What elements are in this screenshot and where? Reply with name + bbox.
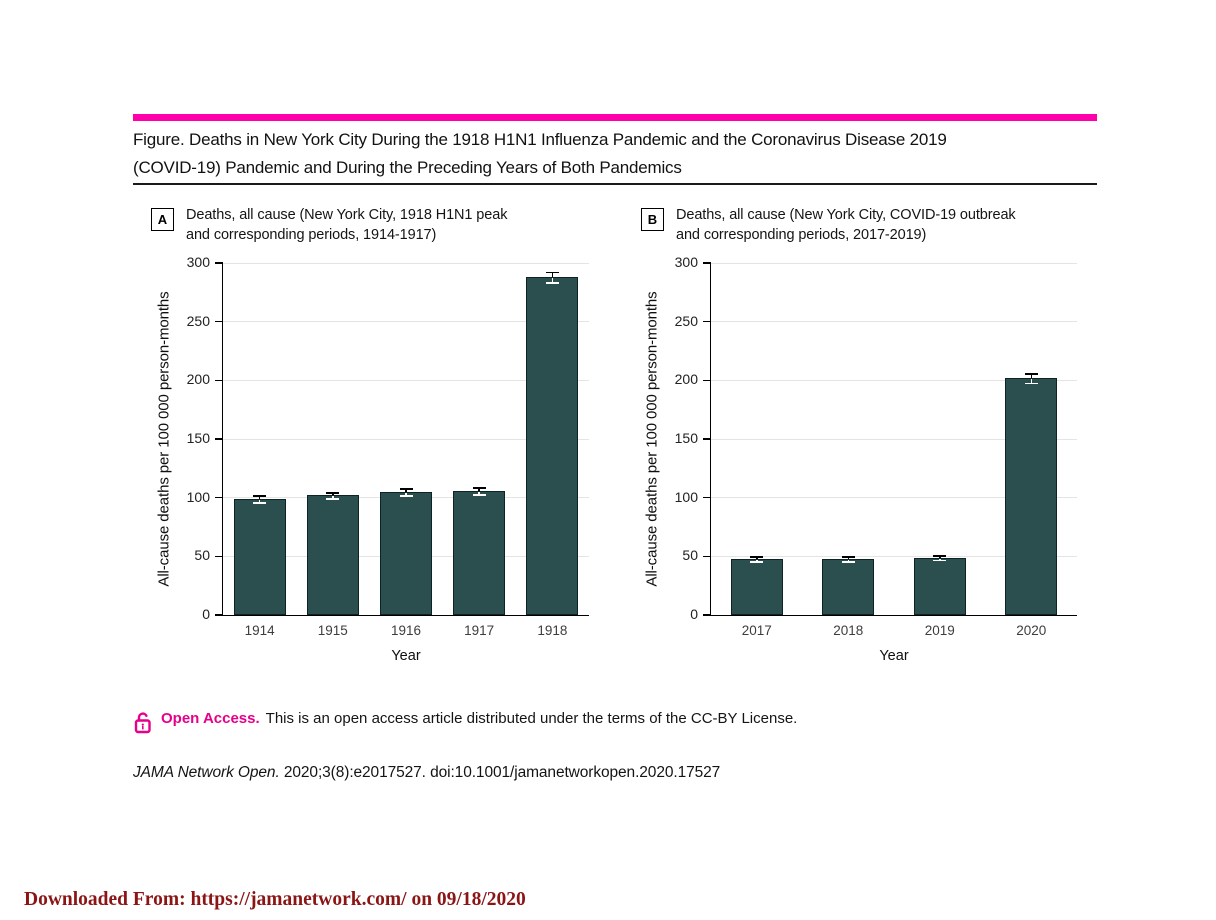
x-tick-label: 1916 — [390, 623, 422, 638]
y-axis-tick — [703, 380, 711, 382]
license-text — [161, 710, 797, 727]
y-tick-label: 100 — [186, 488, 210, 505]
panel-b-title — [676, 206, 1016, 245]
y-axis-tick — [703, 321, 711, 323]
error-bar-upper-cap — [546, 272, 559, 274]
gridline — [711, 321, 1077, 322]
panel-a-header — [151, 206, 611, 245]
panel-b-title-line2: and corresponding periods, 2017-2019) — [676, 226, 927, 243]
panel-b-header — [641, 206, 1101, 245]
error-bar-lower-cap — [546, 282, 559, 284]
y-tick-label: 200 — [186, 371, 210, 388]
panel-a-letter-badge: A — [151, 208, 174, 231]
download-watermark: Downloaded From: https://jamanetwork.com/ on 09/18/2020 — [24, 889, 526, 910]
error-bar-lower-cap — [750, 561, 763, 563]
error-bar-lower-cap — [253, 502, 266, 504]
y-tick-label: 150 — [186, 430, 210, 446]
error-bar-lower-cap — [326, 498, 339, 500]
bar-1915 — [307, 495, 359, 615]
gridline — [223, 263, 589, 264]
bar-2018 — [822, 559, 874, 615]
y-tick-label: 250 — [186, 312, 210, 329]
y-tick-label: 200 — [674, 371, 698, 388]
bar-1918 — [526, 277, 578, 615]
y-axis-tick — [215, 321, 223, 323]
panel-a — [151, 206, 611, 696]
error-bar-lower-cap — [842, 561, 855, 563]
error-bar-upper-cap — [253, 495, 266, 497]
y-tick-label: 300 — [186, 254, 210, 270]
chart-a-x-axis-title: Year — [391, 648, 421, 664]
panel-a-title — [186, 206, 507, 245]
figure-title — [133, 126, 1097, 182]
license-row — [134, 710, 797, 734]
y-tick-label: 300 — [674, 254, 698, 270]
x-tick-label: 1914 — [244, 623, 275, 638]
bar-1914 — [234, 499, 286, 615]
panel-b — [641, 206, 1101, 696]
error-bar-upper-cap — [400, 488, 413, 490]
title-divider — [133, 183, 1097, 185]
chart-a-plot — [155, 254, 589, 664]
x-tick-label: 1917 — [464, 623, 495, 638]
citation-rest: 2020;3(8):e2017527. doi:10.1001/jamanetworkopen.2020.17527 — [279, 764, 721, 781]
y-tick-label: 0 — [202, 606, 210, 622]
y-axis-tick — [215, 497, 223, 499]
panel-a-title-line1: Deaths, all cause (New York City, 1918 H1N1 peak — [186, 207, 508, 223]
error-bar-lower-cap — [400, 495, 413, 497]
x-tick-label: 2019 — [924, 623, 955, 638]
panel-b-letter-badge: B — [641, 208, 664, 231]
bar-2019 — [914, 558, 966, 615]
y-tick-label: 250 — [674, 312, 698, 329]
chart-b-y-axis-title: All-cause deaths per 100 000 person-months — [643, 291, 661, 587]
panel-b-title-line1: Deaths, all cause (New York City, COVID-19 outbreak — [676, 207, 1016, 223]
bar-1916 — [380, 492, 432, 615]
y-axis-tick — [703, 262, 711, 264]
bar-2017 — [731, 559, 783, 615]
open-lock-icon — [134, 711, 152, 734]
error-bar-upper-cap — [933, 555, 946, 557]
bar-2020 — [1005, 378, 1057, 615]
y-axis-tick — [215, 556, 223, 558]
x-tick-label: 1915 — [317, 623, 348, 638]
y-axis-tick — [703, 556, 711, 558]
open-access-label: Open Access. — [161, 710, 260, 727]
y-tick-label: 0 — [690, 606, 698, 622]
x-tick-label: 1918 — [537, 623, 568, 638]
figure-title-line1: Figure. Deaths in New York City During the 1918 H1N1 Influenza Pandemic and the Coronavirus Disease 2019 — [133, 130, 947, 149]
error-bar-upper-cap — [842, 556, 855, 558]
gridline — [711, 263, 1077, 264]
y-axis-tick — [215, 438, 223, 440]
y-axis-tick — [215, 380, 223, 382]
y-axis-tick — [703, 497, 711, 499]
error-bar-upper-cap — [1025, 373, 1038, 375]
chart-a-y-axis-title: All-cause deaths per 100 000 person-months — [155, 291, 173, 587]
license-body: This is an open access article distributed under the terms of the CC-BY License. — [265, 710, 798, 727]
error-bar-upper-cap — [473, 487, 486, 489]
figure-title-line2: (COVID-19) Pandemic and During the Preceding Years of Both Pandemics — [133, 158, 682, 177]
citation — [133, 764, 720, 782]
y-axis-tick — [215, 262, 223, 264]
y-tick-label: 50 — [682, 547, 698, 564]
bar-1917 — [453, 491, 505, 615]
chart-b-plot — [643, 254, 1077, 664]
error-bar-upper-cap — [750, 556, 763, 558]
y-tick-label: 100 — [674, 488, 698, 505]
y-tick-label: 150 — [674, 430, 698, 446]
x-tick-label: 2017 — [741, 623, 772, 638]
y-axis-tick — [703, 614, 711, 616]
error-bar-upper-cap — [326, 492, 339, 494]
y-axis-tick — [215, 614, 223, 616]
y-tick-label: 50 — [194, 547, 210, 564]
chart-b-x-axis-title: Year — [879, 648, 909, 664]
error-bar-lower-cap — [473, 494, 486, 496]
error-bar-lower-cap — [1025, 383, 1038, 385]
panel-a-title-line2: and corresponding periods, 1914-1917) — [186, 226, 437, 243]
x-tick-label: 2020 — [1016, 623, 1047, 638]
brand-rule — [133, 114, 1097, 121]
journal-name: JAMA Network Open. — [133, 764, 280, 781]
y-axis-tick — [703, 438, 711, 440]
x-tick-label: 2018 — [833, 623, 864, 638]
error-bar-lower-cap — [933, 560, 946, 562]
